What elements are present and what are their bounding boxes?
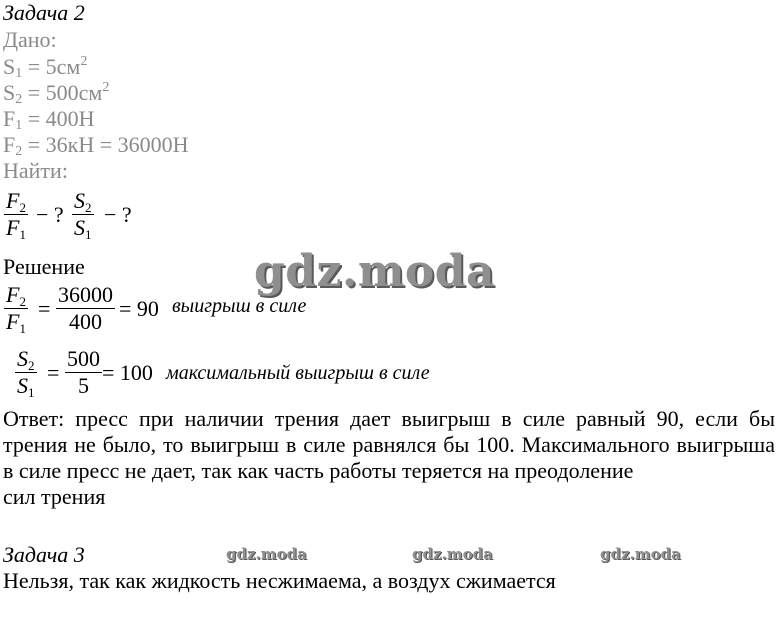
eq1-rhs-fraction: 36000 400 bbox=[58, 282, 113, 334]
task3-title: Задача 3 bbox=[3, 542, 85, 567]
eq1-lhs-fraction: $F_2$ $F_1$ bbox=[6, 282, 26, 336]
find-fraction-s: $S_2$ $S_1$ bbox=[74, 188, 92, 242]
eq2-rhs-fraction: 500 5 bbox=[67, 346, 100, 398]
task3-text: Нельзя, так как жидкость несжимаема, а воздух сжимается bbox=[3, 568, 556, 593]
eq2-lhs-fraction: $S_2$ $S_1$ bbox=[17, 346, 35, 400]
given-f2: $F_2 = 36кН = 36000Н$ bbox=[3, 132, 189, 159]
find-question-2: − ? bbox=[104, 202, 132, 227]
given-s1: $S_1 = 5см^2$ bbox=[3, 54, 88, 81]
watermark-small-3: gdz.moda bbox=[600, 545, 681, 563]
watermark-small-2: gdz.moda bbox=[412, 545, 493, 563]
task2-title: Задача 2 bbox=[3, 0, 85, 25]
given-label: Дано: bbox=[3, 27, 57, 52]
answer-text: Ответ: пресс при наличии трения дает выигрыш в силе равный 90, если бы трения не было, то выигрыш в силе равнялся бы 100. Максимального выигрыша в силе пресс не дает, так как часть работы теряется на преодоление bbox=[3, 406, 775, 483]
watermark-small-1: gdz.moda bbox=[226, 545, 307, 563]
eq2-note: максимальный выигрыш в силе bbox=[166, 362, 430, 384]
find-question-1: − ? bbox=[36, 202, 64, 227]
answer-last-line: сил трения bbox=[3, 484, 106, 509]
watermark-main: gdz.moda bbox=[254, 246, 496, 297]
eq1-result: = 90 bbox=[119, 296, 159, 321]
find-fraction-f: $F_2$ $F_1$ bbox=[6, 188, 26, 242]
eq2-result: = 100 bbox=[102, 360, 153, 385]
eq1-note: выигрыш в силе bbox=[172, 295, 307, 317]
find-label: Найти: bbox=[3, 158, 68, 183]
eq2-equals: = bbox=[47, 360, 60, 385]
eq1-equals: = bbox=[38, 296, 51, 321]
solution-label: Решение bbox=[3, 254, 85, 279]
answer-paragraph bbox=[3, 406, 775, 510]
given-s2: $S_2 = 500см^2$ bbox=[3, 80, 110, 107]
given-f1: $F_1 = 400Н$ bbox=[3, 106, 95, 133]
